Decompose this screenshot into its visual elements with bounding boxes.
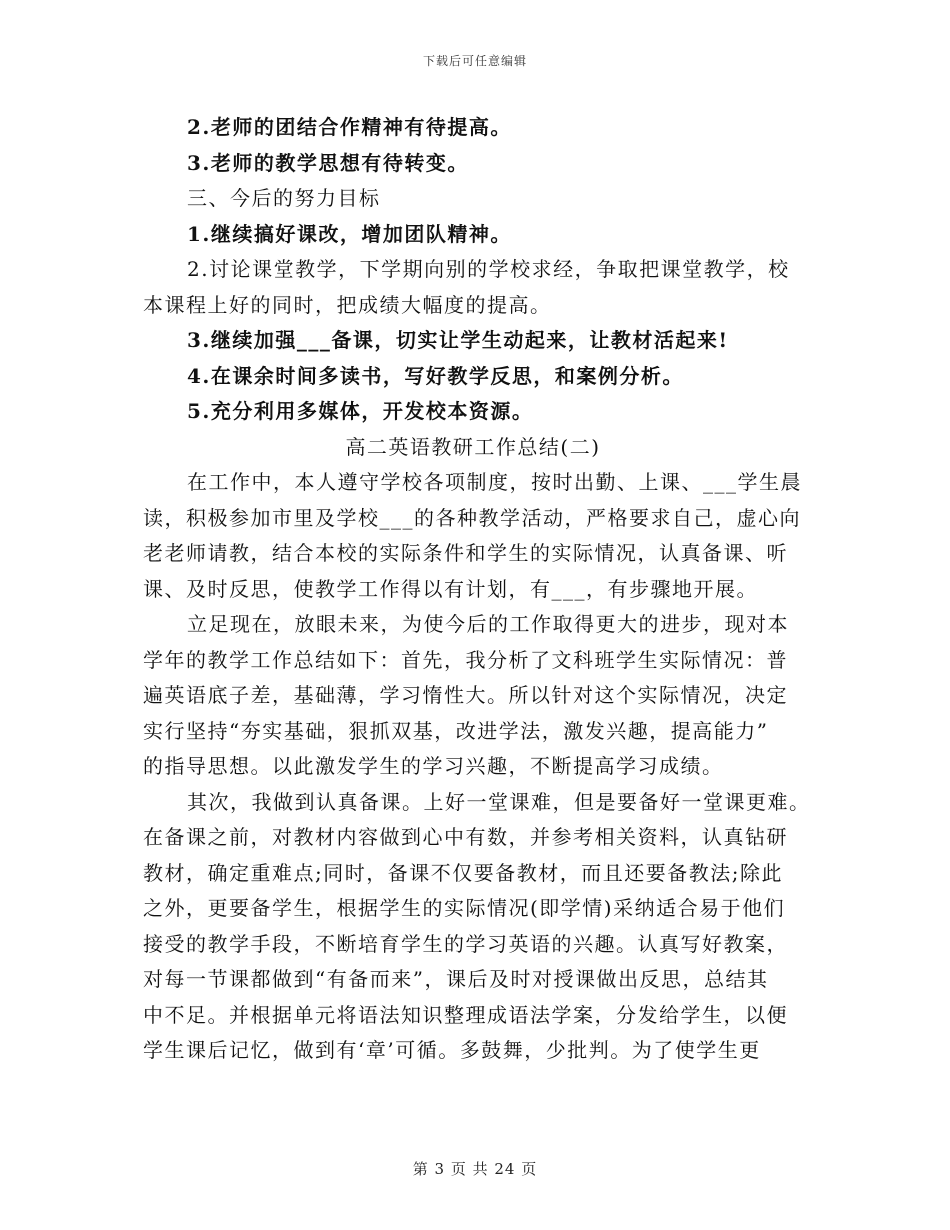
paragraph-line: 遍英语底子差，基础薄，学习惰性大。所以针对这个实际情况，决定 [143,683,788,707]
paragraph-line: 学年的教学工作总结如下：首先，我分析了文科班学生实际情况：普 [143,647,788,672]
paragraph-line: 实行坚持“夯实基础，狠抓双基，改进学法，激发兴趣，提高能力” [143,718,769,743]
paragraph-line: 其次，我做到认真备课。上好一堂课难，但是要备好一堂课更难。 [187,789,811,814]
paragraph-line: 老老师请教，结合本校的实际条件和学生的实际情况，认真备课、听 [143,541,788,565]
list-item: 2.老师的团结合作精神有待提高。 [187,115,512,139]
list-item: 3.老师的教学思想有待转变。 [187,150,469,175]
document-body [143,110,811,1069]
list-item: 3.继续加强___备课，切实让学生动起来，让教材活起来! [187,328,729,352]
paragraph-line: 教材，确定重难点;同时，备课不仅要备教材，而且还要备教法;除此 [143,860,783,885]
list-item: 4.在课余时间多读书，写好教学反思，和案例分析。 [187,363,684,388]
header-note: 下载后可任意编辑 [422,54,527,68]
paragraph-line: 学生课后记忆，做到有‘章’可循。多鼓舞，少批判。为了使学生更 [143,1038,761,1062]
paragraph-line: 本课程上好的同时，把成绩大幅度的提高。 [143,292,552,317]
section-title: 高二英语教研工作总结(二) [345,434,601,459]
paragraph-line: 对每一节课都做到“有备而来”，课后及时对授课做出反思，总结其 [143,967,769,991]
section-heading: 三、今后的努力目标 [187,186,381,210]
list-item: 5.充分利用多媒体，开发校本资源。 [187,399,534,423]
paragraph-line: 在备课之前，对教材内容做到心中有数，并参考相关资料，认真钻研 [143,825,788,849]
paragraph-line: 2.讨论课堂教学，下学期向别的学校求经，争取把课堂教学，校 [187,257,790,281]
page-number: 第 3 页 共 24 页 [412,1160,538,1178]
paragraph-line: 的指导思想。以此激发学生的学习兴趣，不断提高学习成绩。 [143,754,724,778]
paragraph-line: 课、及时反思，使教学工作得以有计划，有___，有步骤地开展。 [143,576,758,601]
paragraph-line: 读，积极参加市里及学校___的各种教学活动，严格要求自己，虚心向 [143,505,801,530]
list-item: 1.继续搞好课改，增加团队精神。 [187,221,512,246]
paragraph-line: 在工作中，本人遵守学校各项制度，按时出勤、上课、___学生晨 [187,470,802,494]
paragraph-line: 立足现在，放眼未来，为使今后的工作取得更大的进步，现对本 [187,612,789,636]
paragraph-line: 之外，更要备学生，根据学生的实际情况(即学情)采纳适合易于他们 [143,896,786,920]
paragraph-line: 中不足。并根据单元将语法知识整理成语法学案，分发给学生，以便 [143,1002,788,1027]
paragraph-line: 接受的教学手段，不断培育学生的学习英语的兴趣。认真写好教案， [143,931,788,956]
